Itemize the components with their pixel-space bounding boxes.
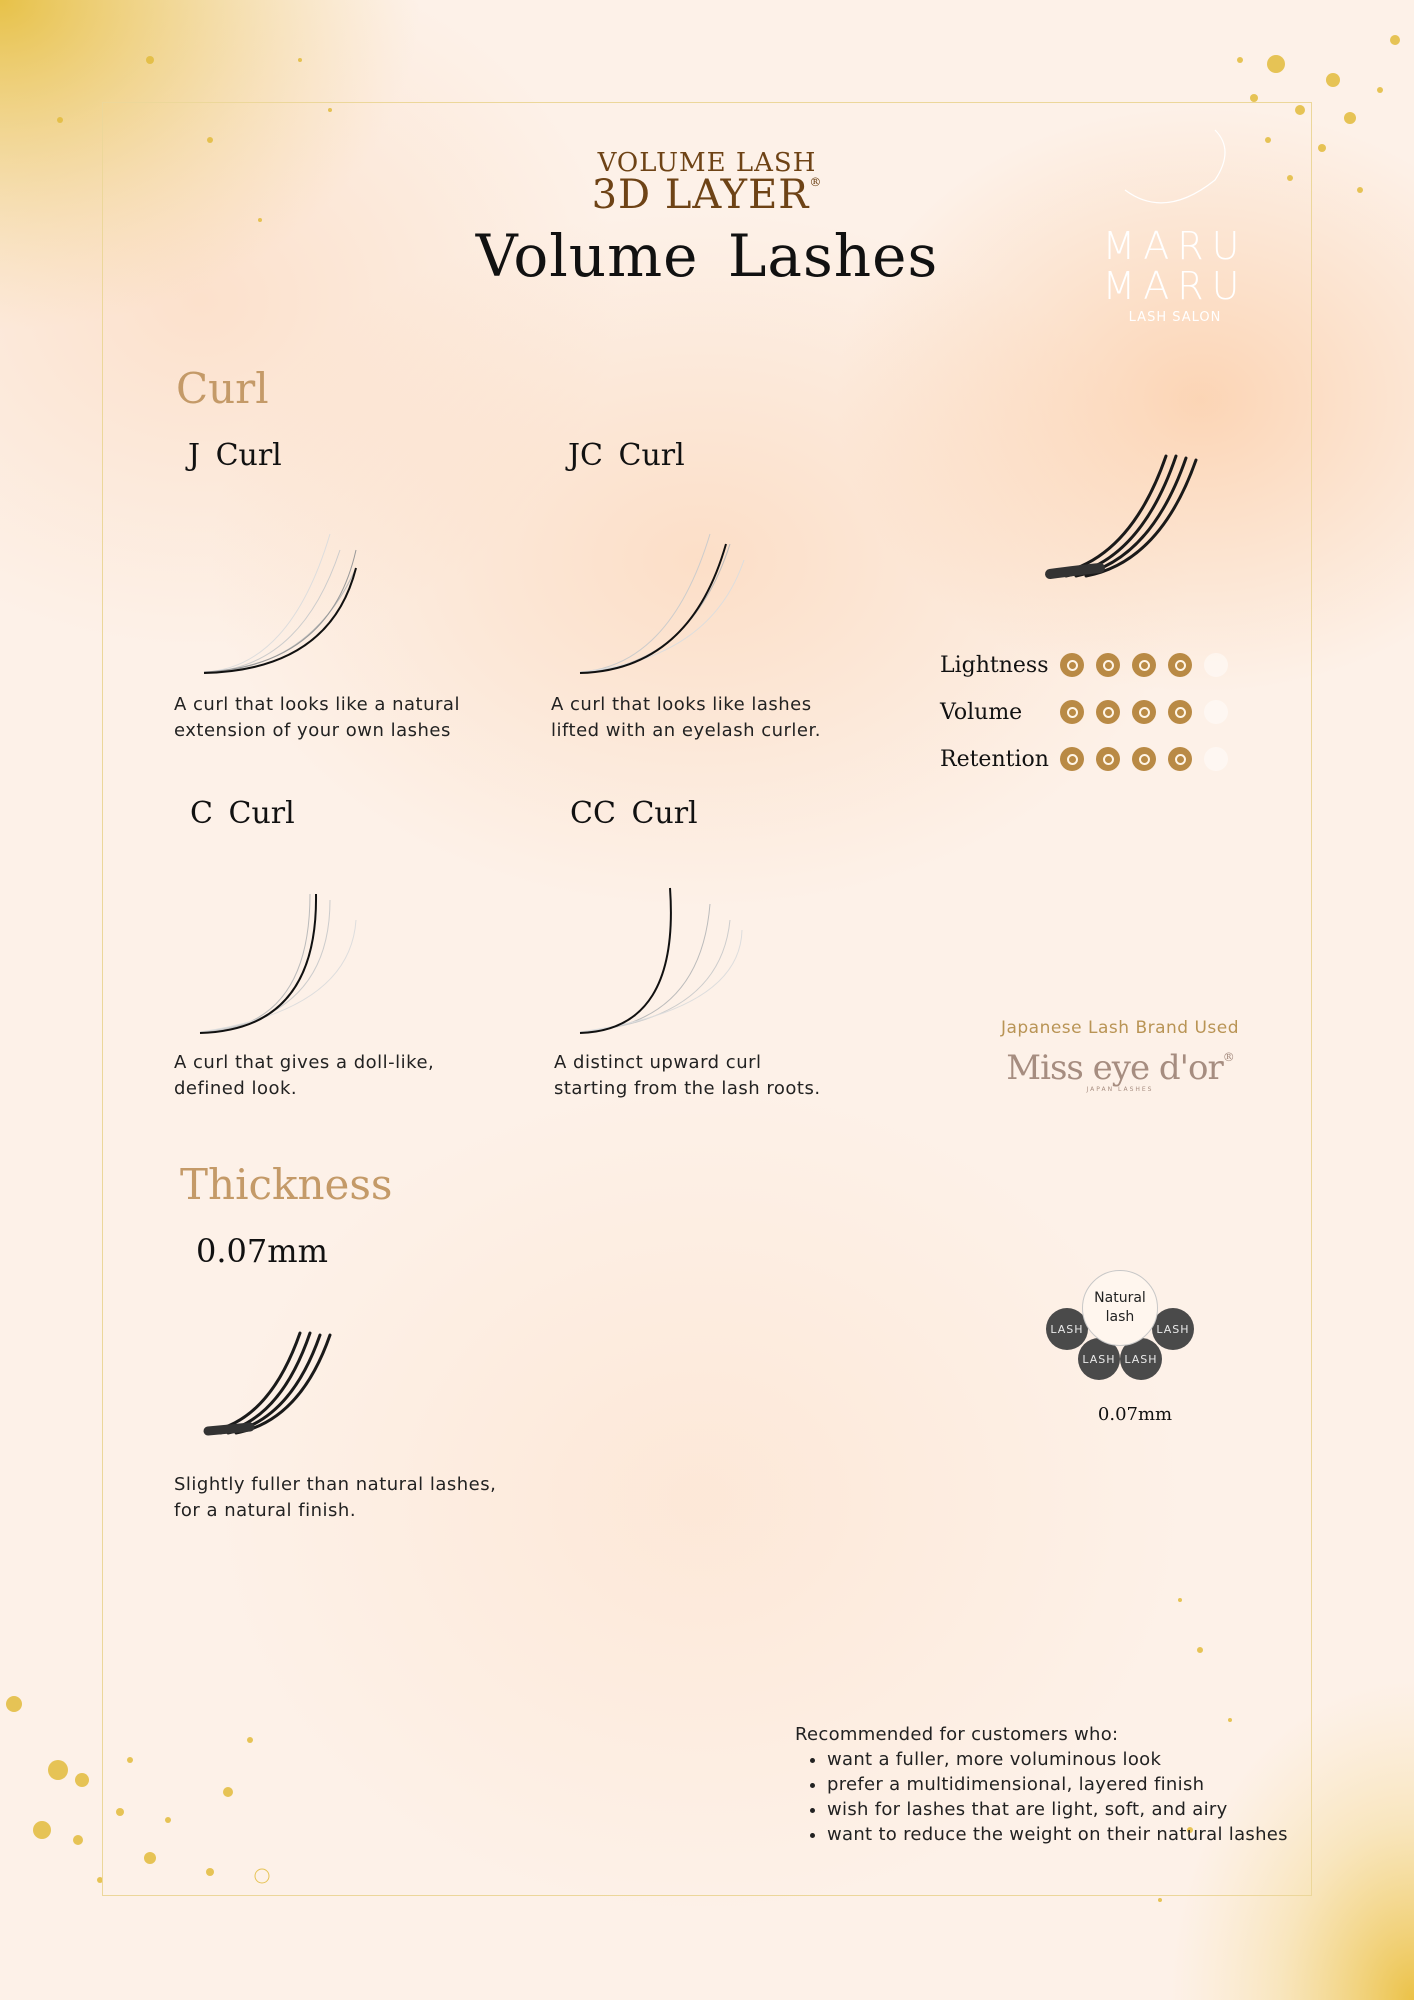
rating-retention <box>940 744 1240 774</box>
j-curl-lash-image <box>190 520 380 680</box>
diagram-caption: 0.07mm <box>1097 1404 1173 1425</box>
rating-dot-filled <box>1096 700 1120 724</box>
jc-curl-lash-image <box>570 520 760 680</box>
j-curl-title: J Curl <box>188 438 282 473</box>
lash-ball: LASH <box>1120 1338 1162 1380</box>
rating-dot-filled <box>1060 747 1084 771</box>
list-item: • want to reduce the weight on their natural lashes <box>827 1822 1288 1847</box>
rating-lightness <box>940 650 1240 680</box>
brand-title: 3D LAYER® <box>591 172 823 218</box>
list-item: • want a fuller, more voluminous look <box>827 1747 1288 1772</box>
j-curl-description: A curl that looks like a natural extension of your own lashes <box>174 694 460 741</box>
rating-dot-filled <box>1168 747 1192 771</box>
brand-subtitle: VOLUME LASH <box>597 148 817 178</box>
rating-dots <box>1060 700 1240 724</box>
cc-curl-title: CC Curl <box>570 796 698 831</box>
rating-dot-empty <box>1204 700 1228 724</box>
jc-curl-description: A curl that looks like lashes lifted with an eyelash curler. <box>551 694 821 741</box>
c-curl-title: C Curl <box>190 796 295 831</box>
thickness-value: 0.07mm <box>196 1232 328 1270</box>
page-title: Volume Lashes <box>475 222 939 290</box>
rating-dots <box>1060 653 1240 677</box>
rating-dot-filled <box>1060 653 1084 677</box>
volume-fan-lash-image <box>1040 450 1220 590</box>
rating-dot-empty <box>1204 653 1228 677</box>
rating-dot-empty <box>1204 747 1228 771</box>
cc-curl-description: A distinct upward curl starting from the lash roots. <box>554 1052 821 1099</box>
logo-subtitle: LASH SALON <box>1128 310 1222 325</box>
lash-ball: LASH <box>1078 1338 1120 1380</box>
rating-dot-filled <box>1132 747 1156 771</box>
rating-volume <box>940 697 1240 727</box>
rating-dot-filled <box>1132 700 1156 724</box>
cc-curl-lash-image <box>570 880 760 1040</box>
natural-lash-circle: Natural lash <box>1082 1270 1158 1346</box>
rating-dot-filled <box>1132 653 1156 677</box>
logo-word-1: MARU <box>1102 224 1248 268</box>
recommendation-intro: Recommended for customers who: <box>795 1724 1119 1745</box>
logo-word-2: MARU <box>1102 264 1248 308</box>
rating-label: Lightness <box>940 652 1049 678</box>
lash-ball: LASH <box>1046 1308 1088 1350</box>
natural-lash-diagram <box>1030 1262 1240 1392</box>
brand-used-caption: Japanese Lash Brand Used <box>1000 1018 1240 1038</box>
c-curl-description: A curl that gives a doll-like, defined look. <box>174 1052 435 1099</box>
thickness-description: Slightly fuller than natural lashes, for a natural finish. <box>174 1474 497 1521</box>
list-item: • prefer a multidimensional, layered finish <box>827 1772 1288 1797</box>
list-item: • wish for lashes that are light, soft, and airy <box>827 1797 1288 1822</box>
rating-dot-filled <box>1168 700 1192 724</box>
lash-ball: LASH <box>1152 1308 1194 1350</box>
rating-dots <box>1060 747 1240 771</box>
rating-dot-filled <box>1168 653 1192 677</box>
curl-section-title: Curl <box>176 364 269 413</box>
rating-dot-filled <box>1096 747 1120 771</box>
rating-label: Retention <box>940 746 1049 772</box>
miss-eye-dor-logo: Miss eye d'or® <box>1006 1048 1234 1088</box>
thickness-lash-image <box>200 1325 360 1445</box>
salon-logo <box>1090 110 1260 325</box>
miss-eye-dor-subtitle: JAPAN LASHES <box>1086 1086 1154 1093</box>
jc-curl-title: JC Curl <box>568 438 685 473</box>
thickness-section-title: Thickness <box>180 1160 393 1209</box>
recommendation-list <box>795 1722 1288 1847</box>
c-curl-lash-image <box>190 880 380 1040</box>
rating-dot-filled <box>1096 653 1120 677</box>
rating-label: Volume <box>940 699 1023 725</box>
rating-dot-filled <box>1060 700 1084 724</box>
